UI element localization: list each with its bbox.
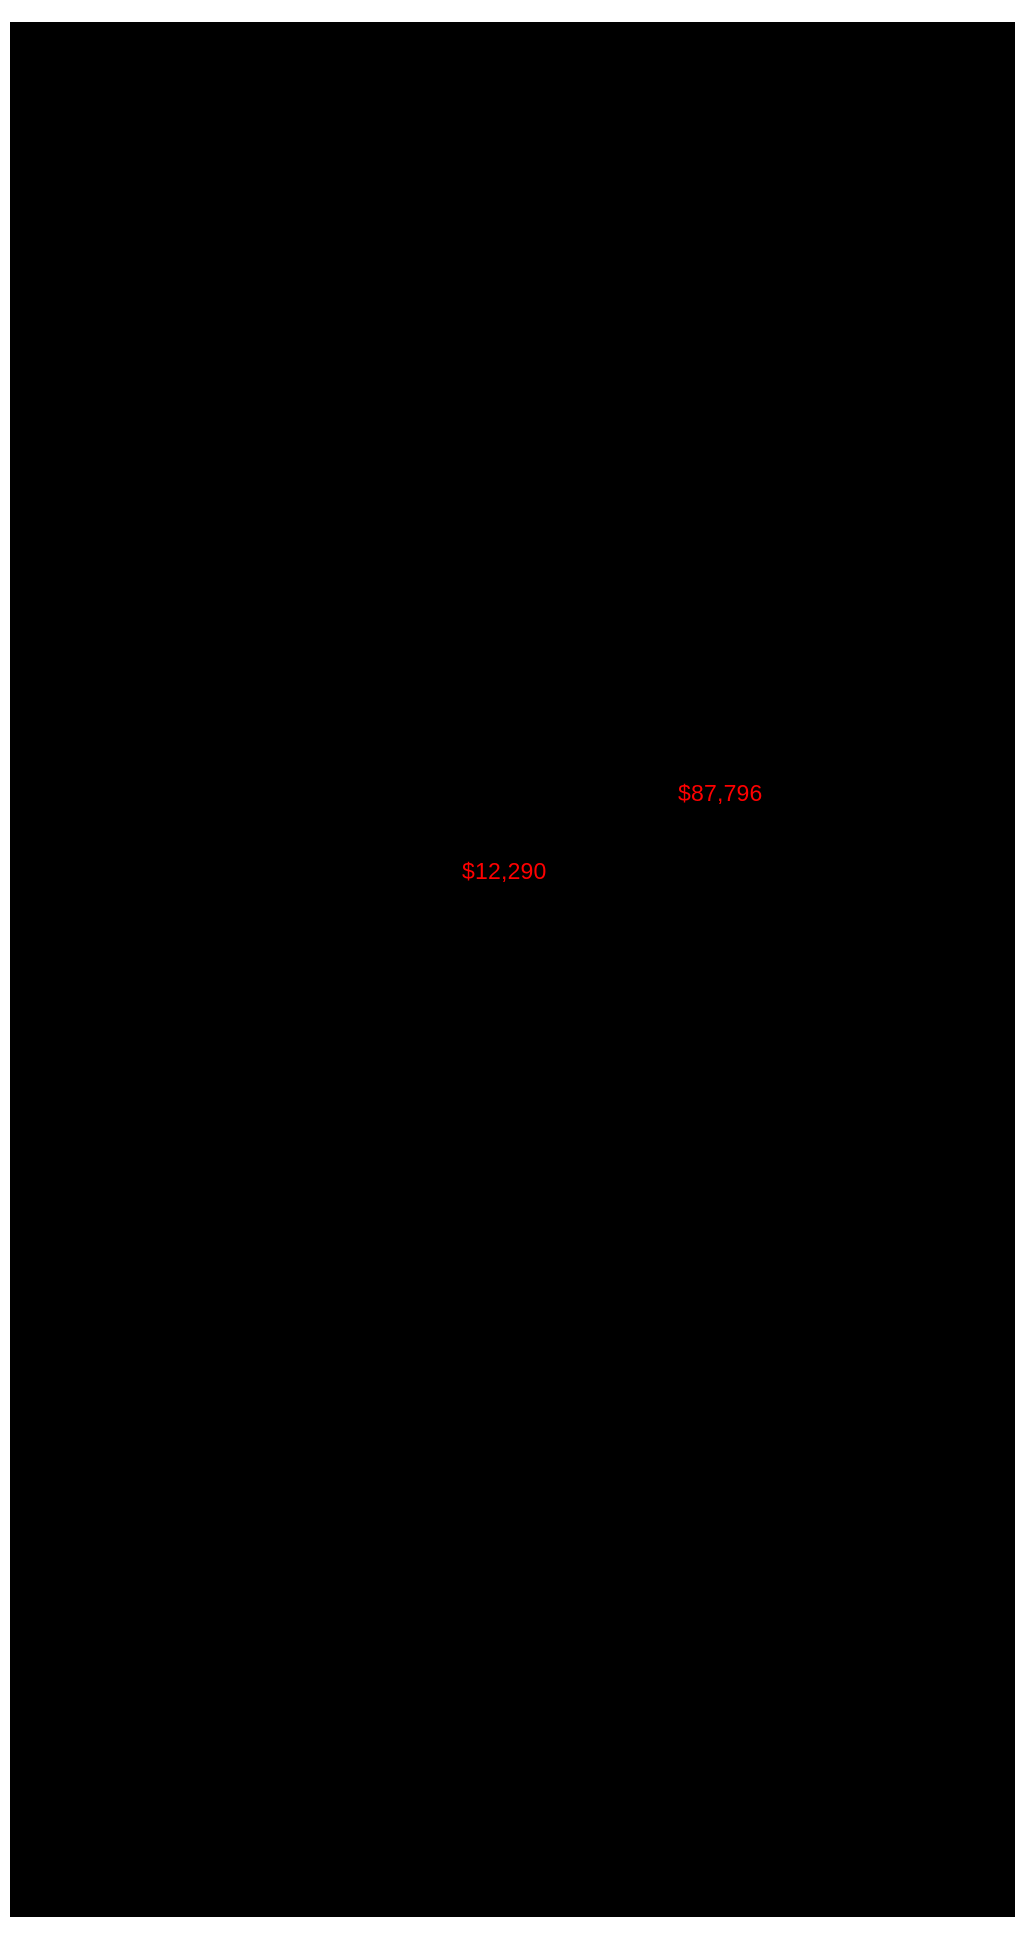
value-label-secondary: $12,290 <box>462 858 547 884</box>
value-label-primary: $87,796 <box>678 780 763 806</box>
blank-content-canvas <box>10 22 1015 1917</box>
